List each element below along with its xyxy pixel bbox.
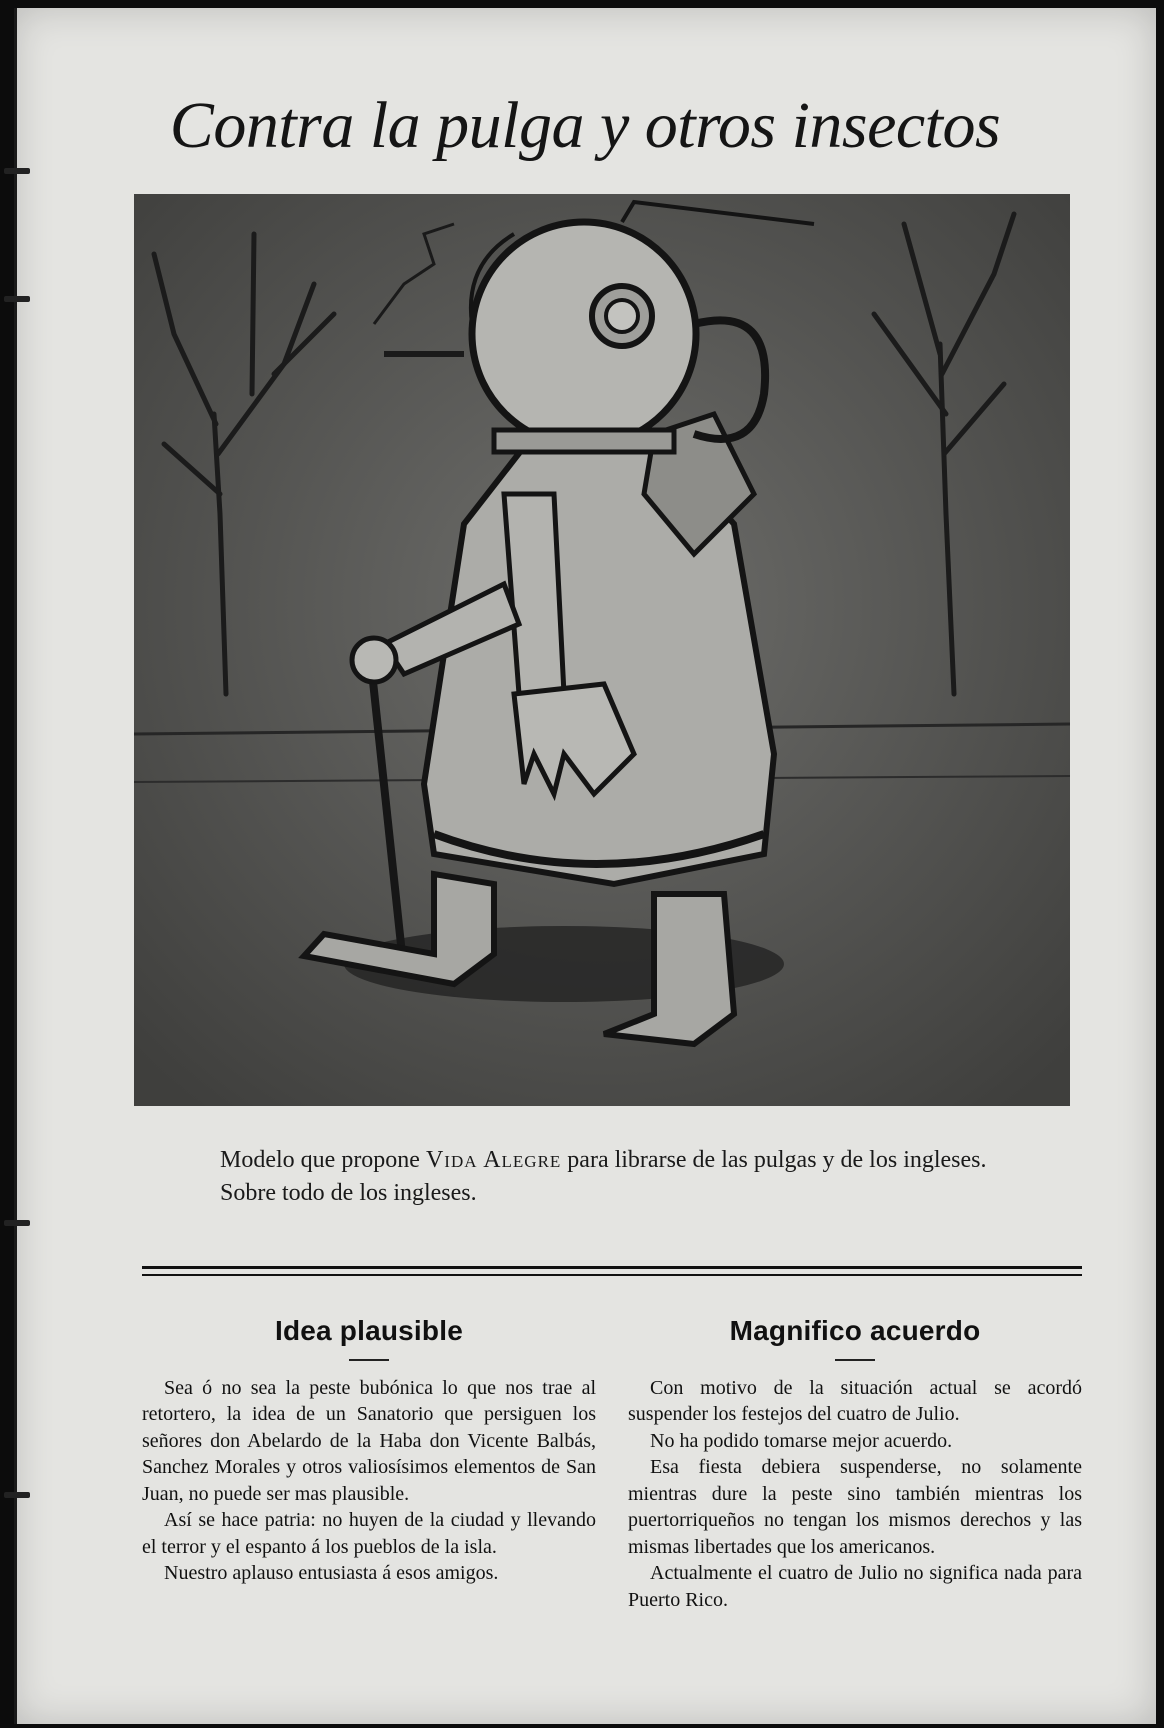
- binding-edge: [14, 8, 17, 1724]
- heading-dash: [835, 1359, 875, 1361]
- binding-mark: [4, 168, 30, 174]
- article-paragraph: Con motivo de la situación actual se acordó suspender los festejos del cuatro de Julio.: [628, 1376, 1082, 1425]
- article-paragraph: Nuestro aplauso entusiasta á esos amigos.: [164, 1562, 499, 1584]
- magazine-name: Vida Alegre: [425, 1147, 562, 1173]
- article-paragraph: No ha podido tomarse mejor acuerdo.: [650, 1429, 953, 1452]
- binding-mark: [4, 1492, 30, 1498]
- heading-dash: [349, 1359, 389, 1361]
- article-paragraph: Esa fiesta debiera suspenderse, no solamente mientras dure la peste sino también mientras los puertorriqueños no tengan los mismos derechos y las mismas libertades que los americanos.: [628, 1456, 1082, 1558]
- magazine-page: [14, 8, 1156, 1724]
- section-rule-top: [142, 1266, 1082, 1269]
- diving-suit-figure-illustration: [134, 194, 1070, 1106]
- article-idea-plausible: [142, 1315, 596, 1587]
- caption-text: para librarse de las pulgas y de los ingleses.: [561, 1147, 987, 1173]
- article-paragraph: Así se hace patria: no huyen de la ciudad y llevando el terror y el espanto á los pueblos de la isla.: [142, 1509, 596, 1558]
- section-rule-bottom: [142, 1274, 1082, 1276]
- caption-line-1: [142, 1144, 1082, 1177]
- caption-text: Modelo que propone: [220, 1147, 426, 1173]
- article-heading: Magnifico acuerdo: [729, 1315, 981, 1346]
- article-paragraph: Actualmente el cuatro de Julio no significa nada para Puerto Rico.: [628, 1562, 1082, 1611]
- caption-line-2: Sobre todo de los ingleses.: [220, 1180, 477, 1206]
- illustration-caption: [142, 1144, 1082, 1210]
- article-magnifico-acuerdo: [628, 1315, 1082, 1613]
- binding-mark: [4, 296, 30, 302]
- article-paragraph: Sea ó no sea la peste bubónica lo que nos trae al retortero, la idea de un Sanatorio que persiguen los señores don Abelardo de la Haba don Vicente Balbás, Sanchez Morales y otros valiosísimos elementos de San Juan, no puede ser mas plausible.: [142, 1376, 596, 1505]
- binding-mark: [4, 1220, 30, 1226]
- page-title: Contra la pulga y otros insectos: [169, 89, 1001, 162]
- article-heading: Idea plausible: [275, 1315, 463, 1346]
